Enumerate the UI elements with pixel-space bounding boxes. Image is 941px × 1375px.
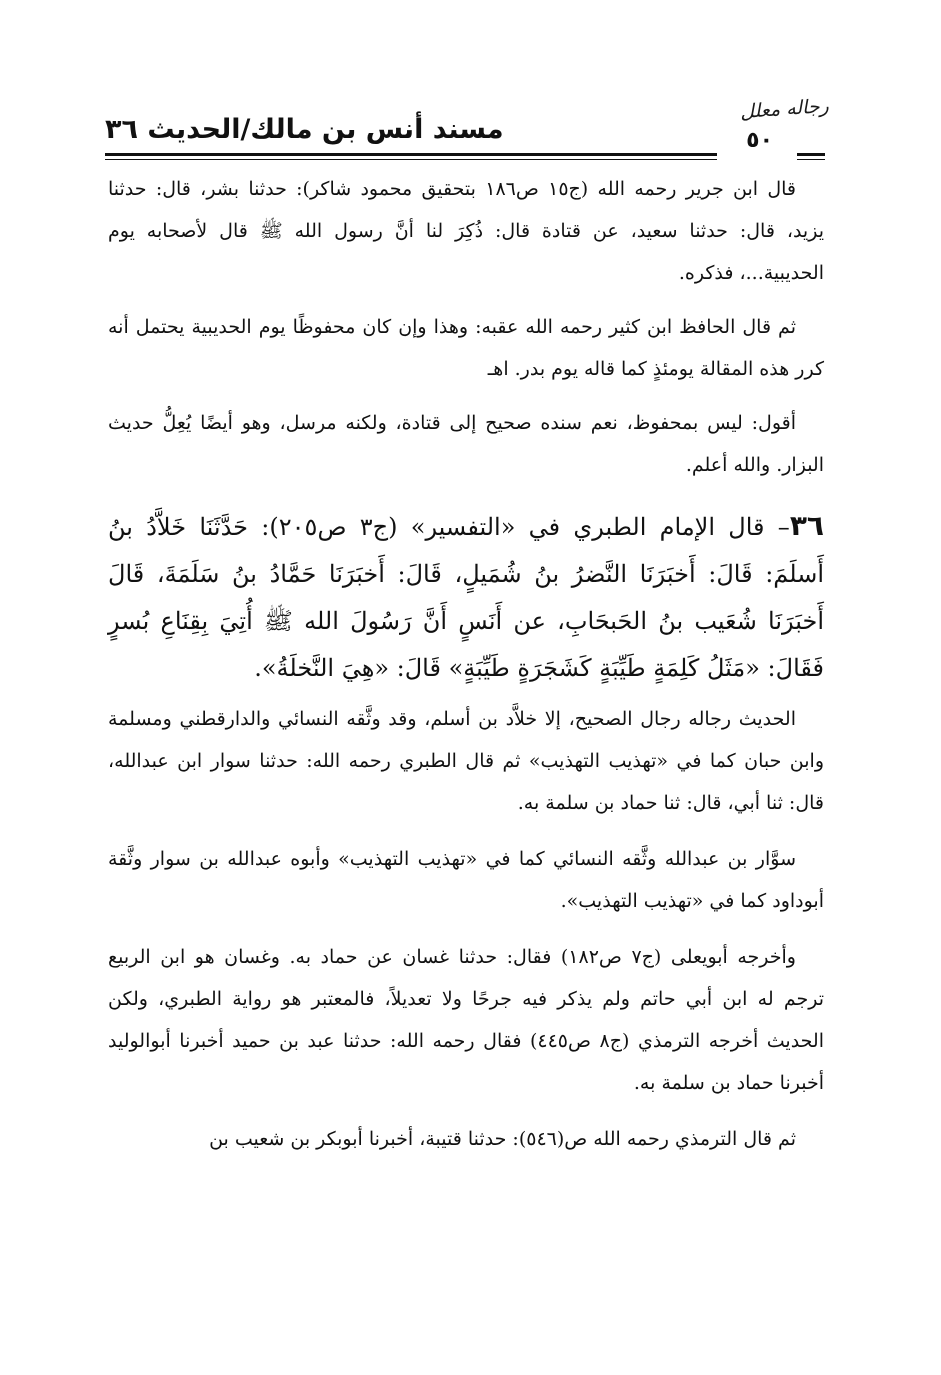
header-title: مسند أنس بن مالك/الحديث ٣٦ bbox=[105, 114, 504, 145]
running-header bbox=[105, 112, 825, 160]
commentary-paragraph: الحديث رجاله رجال الصحيح، إلا خلاَّد بن أسلم، وقد وثَّقه النسائي والدارقطني ومسلمة وابن حبان كما في «تهذيب التهذيب» ثم قال الطبري رحمه الله: حدثنا سوار ابن عبدالله، قال: ثنا أبي، قال: ثنا حماد بن سلمة به. bbox=[108, 708, 824, 814]
hadith-body: – قال الإمام الطبري في «التفسير» (ج٣ ص٢٠٥): حَدَّثَنَا خَلاَّدُ بنُ أَسلَمَ: قَالَ: أَخبَرَنَا النَّضرُ بنُ شُمَيلٍ، قَالَ: أَخبَرَنَا حَمَّادُ بنُ سَلَمَةَ، قَالَ أَخبَرَنَا شُعَيب بنُ الحَبحَابِ، عن أَنَسٍ أَنَّ رَسُولَ الله ﷺ أُتِيَ بِقِنَاعِ بُسرٍ فَقَالَ: «مَثَلُ كَلِمَةٍ طَيِّبَةٍ كَشَجَرَةٍ طَيِّبَةٍ» قَالَ: «هِيَ النَّخلَةُ». bbox=[108, 513, 825, 682]
commentary-paragraph: وأخرجه أبويعلى (ج٧ ص١٨٢) فقال: حدثنا غسان عن حماد به. وغسان هو ابن الربيع ترجم له ابن أبي حاتم ولم يذكر فيه جرحًا ولا تعديلاً، فالمعتبر هو رواية الطبري، ولكن الحديث أخرجه الترمذي (ج٨ ص٤٤٥) فقال رحمه الله: حدثنا عبد بن حميد أخبرنا أبوالوليد أخبرنا حماد بن سلمة به. bbox=[108, 946, 825, 1094]
page-body bbox=[108, 168, 824, 1174]
hadith-text bbox=[108, 502, 824, 692]
header-rule-right-thin bbox=[797, 159, 825, 160]
commentary-paragraph: سوَّار بن عبدالله وثَّقه النسائي كما في «تهذيب التهذيب» وأبوه عبدالله بن سوار وثَّقة أبوداود كما في «تهذيب التهذيب». bbox=[108, 848, 824, 912]
paragraph-ibn-jarir: قال ابن جرير رحمه الله (ج١٥ ص١٨٦ بتحقيق محمود شاكر): حدثنا بشر، قال: حدثنا يزيد، قال: حدثنا سعيد، عن قتادة قال: ذُكِرَ لنا أنَّ رسول الله ﷺ قال لأصحابه يوم الحديبية...، فذكره. bbox=[108, 178, 824, 284]
paragraph-ibn-kathir: ثم قال الحافظ ابن كثير رحمه الله عقبه: وهذا وإن كان محفوظًا يوم الحديبية يحتمل أنه كرر هذه المقالة يومئذٍ كما قاله يوم بدر. اهـ bbox=[108, 316, 824, 380]
header-rule bbox=[105, 153, 717, 156]
hadith-number: ٣٦ bbox=[789, 509, 824, 542]
header-rule-right bbox=[797, 153, 825, 156]
header-rule-thin bbox=[105, 159, 717, 160]
commentary-paragraph: ثم قال الترمذي رحمه الله ص(٥٤٦): حدثنا قتيبة، أخبرنا أبوبكر بن شعيب بن bbox=[209, 1128, 796, 1150]
page-number: ٥٠ bbox=[746, 128, 773, 153]
handwritten-note: ﺭﺟﺎﻟﻪ ﻣﻌﻠﻞ bbox=[739, 94, 830, 124]
paragraph-author-note: أقول: ليس بمحفوظ، نعم سنده صحيح إلى قتادة، ولكنه مرسل، وهو أيضًا يُعِلُّ حديث البزار. والله أعلم. bbox=[108, 412, 824, 476]
